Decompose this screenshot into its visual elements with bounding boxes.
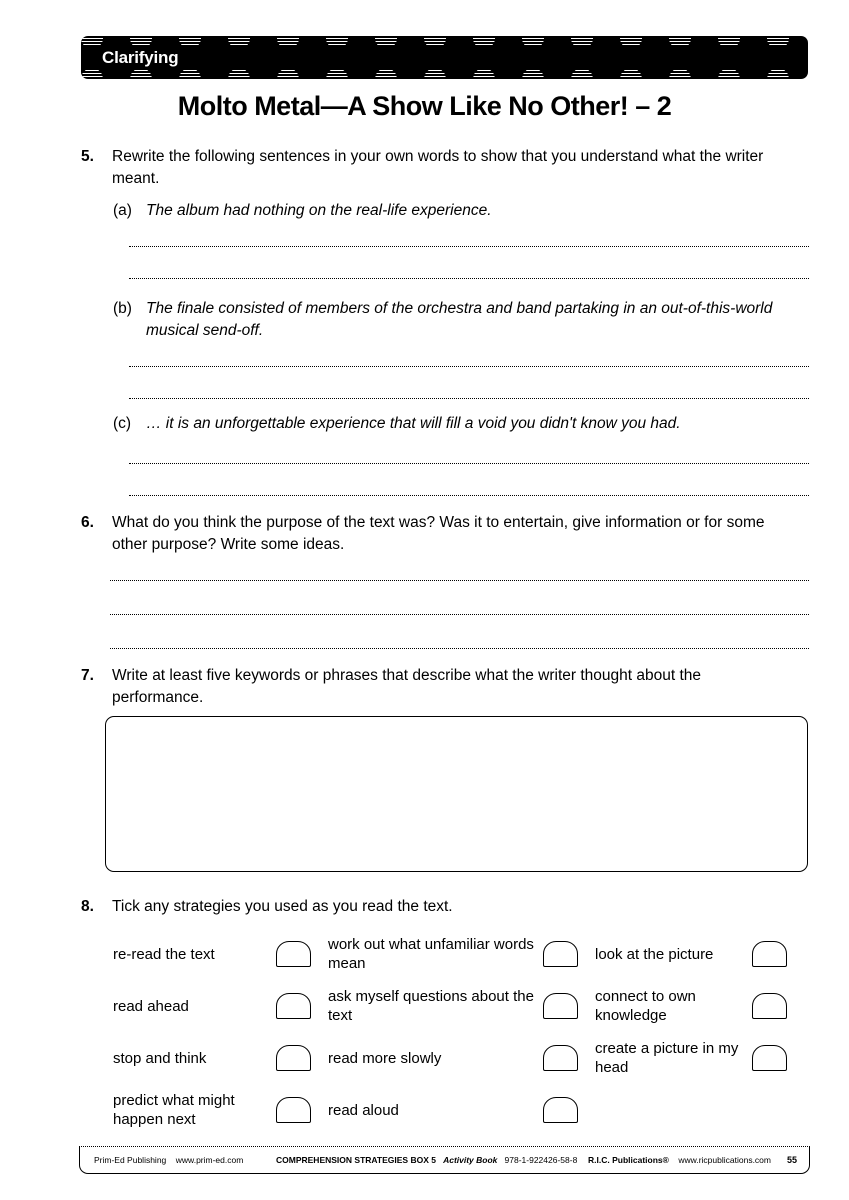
question-5c-text: … it is an unforgettable experience that will fill a void you didn't know you had. [146, 415, 681, 432]
banner-pattern-top-icon [81, 36, 808, 47]
footer-isbn: 978-1-922426-58-8 [504, 1155, 578, 1165]
question-5-text: Rewrite the following sentences in your own words to show that you understand what the writer meant. [112, 148, 764, 187]
footer-book-title: COMPREHENSION STRATEGIES BOX 5 [276, 1155, 436, 1165]
footer-left [94, 1155, 243, 1165]
page-footer [79, 1146, 810, 1174]
question-5c [113, 413, 813, 435]
question-5b-text: The finale consisted of members of the orchestra and band partaking in an out-of-this-world musical send-off. [146, 300, 773, 339]
strategy-label-work-out-what-unfamiliar-words-mean: work out what unfamiliar words mean [328, 936, 534, 972]
footer-middle [276, 1155, 577, 1165]
page-title: Molto Metal—A Show Like No Other! – 2 [177, 91, 672, 121]
strategy-checkbox-cell-0[interactable] [276, 928, 328, 980]
question-8-number: 8. [81, 898, 94, 915]
strategy-checkbox-cell-6[interactable] [276, 1032, 328, 1084]
banner-pattern-bottom-icon [81, 70, 808, 79]
section-banner [81, 36, 808, 79]
question-8 [81, 896, 781, 918]
question-5a-text: The album had nothing on the real-life experience. [146, 202, 492, 219]
strategy-label-connect-to-own-knowledge: connect to own knowledge [595, 988, 696, 1024]
question-5a [113, 200, 813, 222]
strategy-label-re-read-the-text: re-read the text [113, 945, 215, 963]
strategy-label-stop-and-think: stop and think [113, 1049, 207, 1067]
keywords-answer-box[interactable] [105, 716, 808, 872]
strategy-label-ask-myself-questions-about-the-text: ask myself questions about the text [328, 988, 534, 1024]
strategy-label-predict-what-might-happen-next: predict what might happen next [113, 1092, 235, 1128]
checkbox-icon[interactable] [543, 993, 578, 1019]
footer-book-type: Activity Book [443, 1155, 498, 1165]
footer-right [588, 1155, 771, 1165]
banner-label: Clarifying [102, 47, 179, 67]
footer-page-number: 55 [786, 1155, 797, 1165]
question-5c-label: (c) [113, 415, 132, 432]
question-6-number: 6. [81, 514, 94, 531]
question-7-text: Write at least five keywords or phrases that describe what the writer thought about the performance. [112, 667, 702, 706]
strategy-checkbox-cell-8[interactable] [752, 1032, 804, 1084]
answer-line-5c-1[interactable] [129, 463, 809, 464]
question-5b-label: (b) [113, 300, 132, 317]
question-7-number: 7. [81, 667, 94, 684]
answer-line-6-1[interactable] [110, 580, 809, 581]
strategy-checkbox-cell-9[interactable] [276, 1084, 328, 1136]
strategy-checkbox-cell-2[interactable] [752, 928, 804, 980]
footer-publisher-left-url[interactable]: www.prim-ed.com [175, 1155, 244, 1165]
question-5a-label: (a) [113, 202, 132, 219]
strategies-grid-empty-label [595, 1084, 752, 1136]
question-5-number: 5. [81, 148, 94, 165]
strategies-grid-empty-cell [752, 1084, 804, 1136]
strategy-label-read-aloud: read aloud [328, 1101, 399, 1119]
checkbox-icon[interactable] [276, 941, 311, 967]
question-8-text: Tick any strategies you used as you read the text. [112, 898, 453, 915]
strategy-checkbox-cell-7[interactable] [543, 1032, 595, 1084]
checkbox-icon[interactable] [276, 993, 311, 1019]
checkbox-icon[interactable] [276, 1045, 311, 1071]
footer-publisher-right-url[interactable]: www.ricpublications.com [678, 1155, 771, 1165]
answer-line-5b-2[interactable] [129, 398, 809, 399]
checkbox-icon[interactable] [752, 1045, 787, 1071]
strategy-checkbox-cell-5[interactable] [752, 980, 804, 1032]
question-6-text: What do you think the purpose of the text was? Was it to entertain, give information or for some other purpose? Write some ideas. [112, 514, 765, 553]
question-5 [81, 146, 796, 190]
checkbox-icon[interactable] [752, 993, 787, 1019]
checkbox-icon[interactable] [543, 1097, 578, 1123]
strategy-checkbox-cell-1[interactable] [543, 928, 595, 980]
strategies-grid [113, 928, 808, 1136]
answer-line-5c-2[interactable] [129, 495, 809, 496]
strategy-checkbox-cell-3[interactable] [276, 980, 328, 1032]
strategy-label-read-more-slowly: read more slowly [328, 1049, 442, 1067]
checkbox-icon[interactable] [276, 1097, 311, 1123]
question-7 [81, 665, 781, 709]
answer-line-5a-2[interactable] [129, 278, 809, 279]
strategy-label-create-a-picture-in-my-head: create a picture in my head [595, 1040, 739, 1076]
answer-line-5b-1[interactable] [129, 366, 809, 367]
question-5b [113, 298, 813, 342]
answer-line-6-2[interactable] [110, 614, 809, 615]
footer-publisher-left: Prim-Ed Publishing [94, 1155, 167, 1165]
answer-line-5a-1[interactable] [129, 246, 809, 247]
strategy-label-look-at-the-picture: look at the picture [595, 945, 714, 963]
strategy-label-read-ahead: read ahead [113, 997, 189, 1015]
checkbox-icon[interactable] [543, 1045, 578, 1071]
footer-publisher-right: R.I.C. Publications® [588, 1155, 669, 1165]
question-6 [81, 512, 781, 556]
checkbox-icon[interactable] [752, 941, 787, 967]
checkbox-icon[interactable] [543, 941, 578, 967]
answer-line-6-3[interactable] [110, 648, 809, 649]
strategy-checkbox-cell-4[interactable] [543, 980, 595, 1032]
strategy-checkbox-cell-10[interactable] [543, 1084, 595, 1136]
